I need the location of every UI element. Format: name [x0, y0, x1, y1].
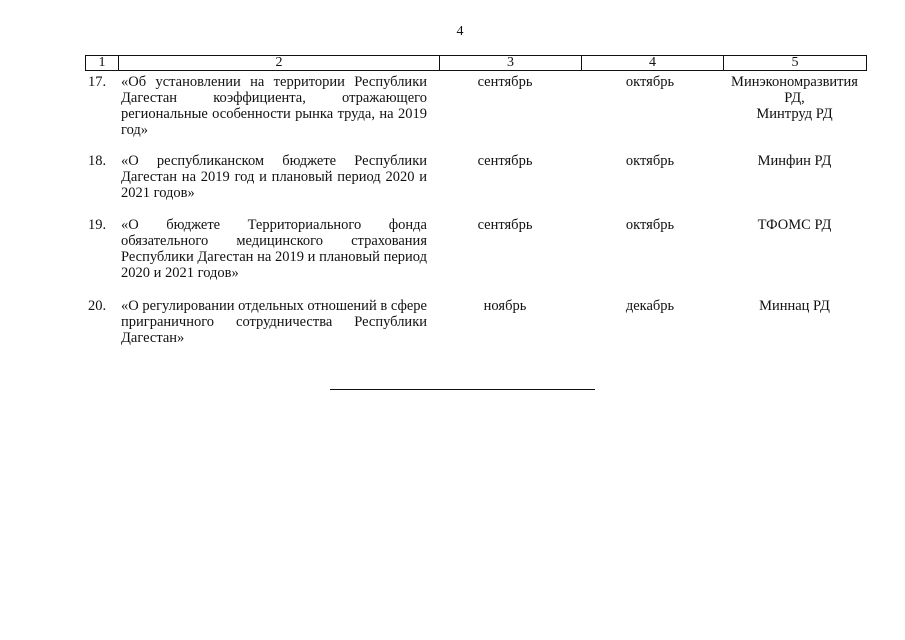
- row-start-month: сентябрь: [477, 74, 533, 90]
- row-start-month: сентябрь: [477, 217, 533, 233]
- row-start-month: ноябрь: [483, 298, 527, 314]
- row-responsible: [722, 298, 867, 314]
- row-responsible: [722, 74, 867, 122]
- row-end-month: октябрь: [625, 217, 675, 233]
- row-title: «Об установлении на территории Республики Дагестан коэффициента, отражающего региональные особенности рынка труда, на 2019 год»: [121, 74, 427, 138]
- row-end-month: октябрь: [625, 74, 675, 90]
- row-number: 18.: [88, 153, 107, 169]
- column-header-row: [86, 56, 867, 71]
- column-header-3: 3: [440, 56, 582, 71]
- row-responsible: [722, 153, 867, 169]
- row-end-month: декабрь: [625, 298, 675, 314]
- column-header-2: 2: [119, 56, 440, 71]
- responsible-line: Минэкономразвития РД,: [731, 74, 858, 106]
- responsible-line: Миннац РД: [759, 298, 830, 314]
- page-number: 4: [456, 24, 464, 39]
- closing-divider: [330, 389, 595, 390]
- row-number: 20.: [88, 298, 107, 314]
- row-end-month: октябрь: [625, 153, 675, 169]
- row-number: 19.: [88, 217, 107, 233]
- responsible-line: ТФОМС РД: [757, 217, 832, 233]
- row-title: «О республиканском бюджете Республики Дагестан на 2019 год и плановый период 2020 и 2021 годов»: [121, 153, 427, 201]
- column-header-1: 1: [86, 56, 119, 71]
- row-start-month: сентябрь: [477, 153, 533, 169]
- responsible-line: Минтруд РД: [756, 106, 833, 122]
- row-title: «О бюджете Территориального фонда обязательного медицинского страхования Республики Дагестан на 2019 и плановый период 2020 и 2021 годов»: [121, 217, 427, 281]
- column-header-table: [85, 55, 867, 71]
- responsible-line: Минфин РД: [757, 153, 832, 169]
- column-header-4: 4: [582, 56, 724, 71]
- column-header-5: 5: [724, 56, 867, 71]
- row-title: «О регулировании отдельных отношений в сфере приграничного сотрудничества Республики Дагестан»: [121, 298, 427, 346]
- row-responsible: [722, 217, 867, 233]
- row-number: 17.: [88, 74, 107, 90]
